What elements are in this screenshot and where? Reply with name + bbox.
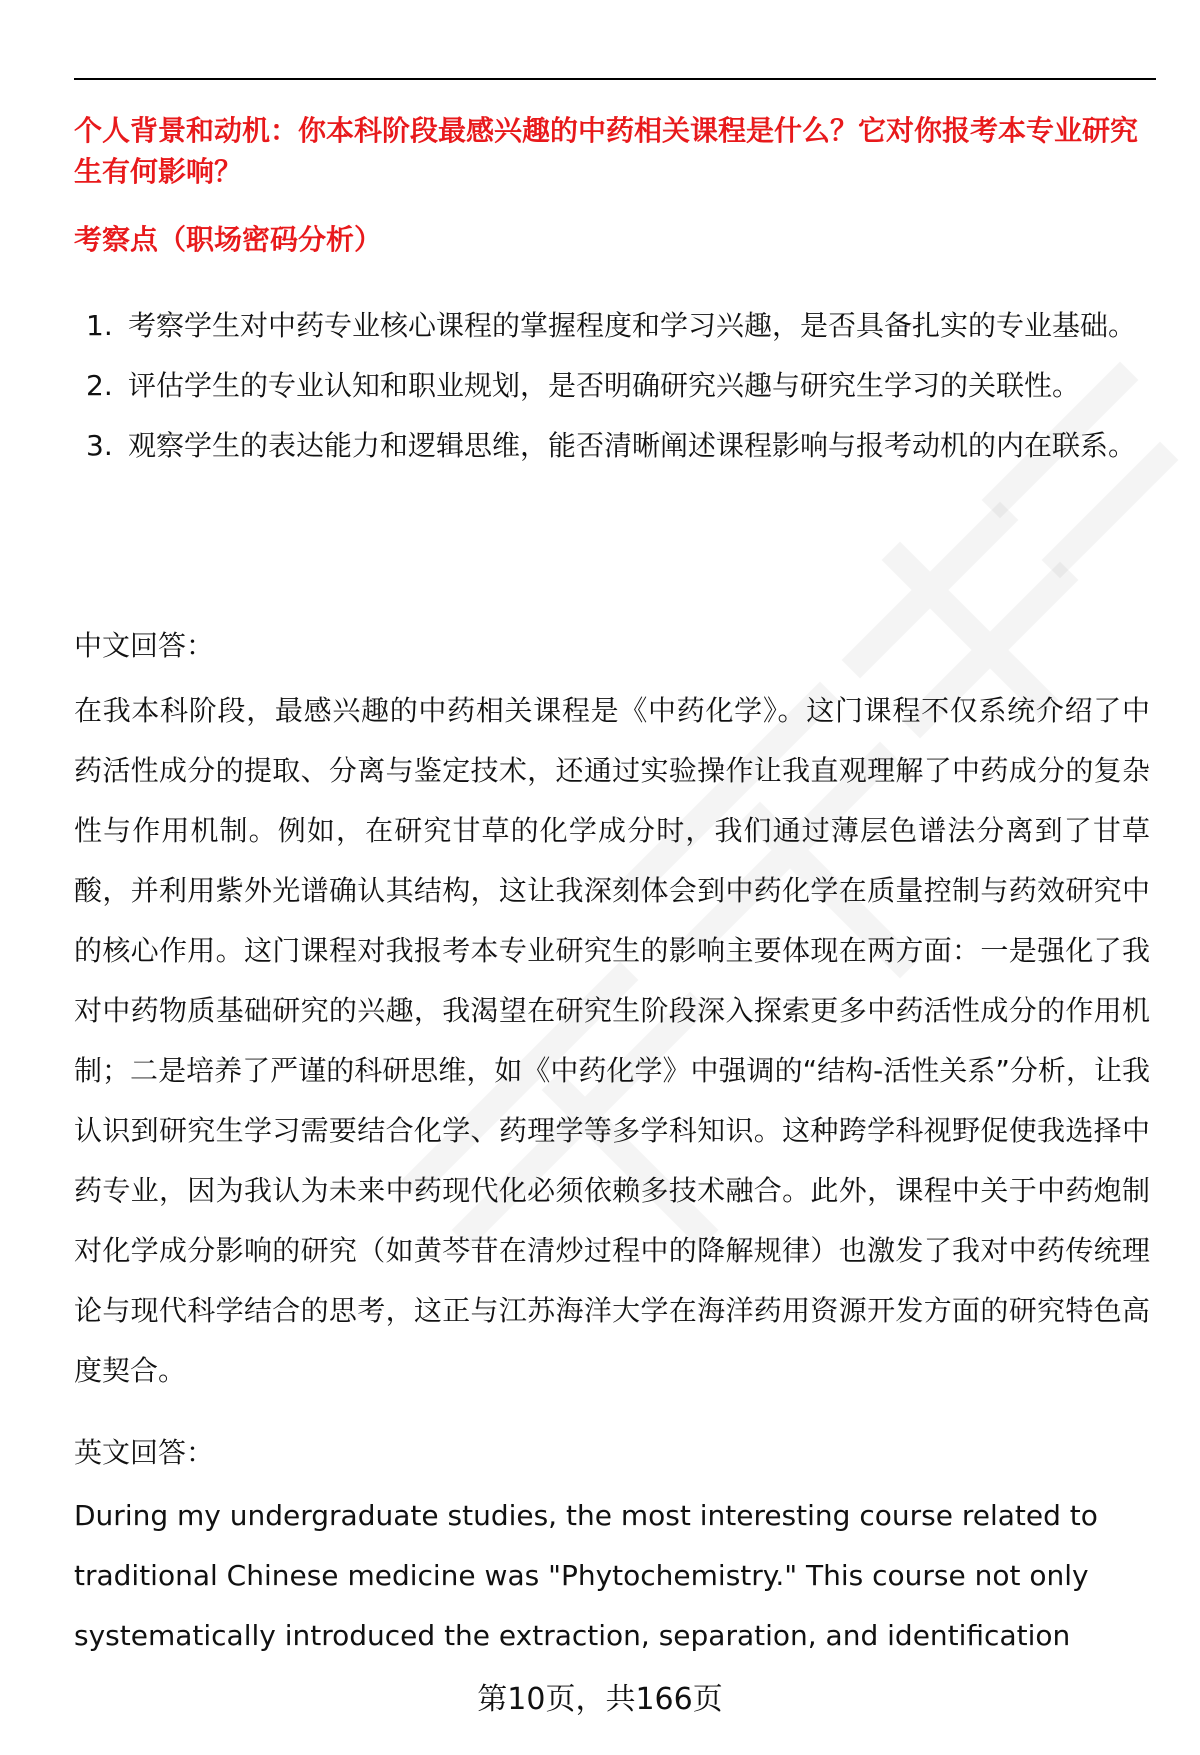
point-number: 3.: [86, 429, 113, 462]
assessment-point: [74, 356, 1154, 416]
english-answer-label: 英文回答：: [74, 1436, 215, 1469]
assessment-point: [74, 296, 1154, 356]
point-text: 观察学生的表达能力和逻辑思维，能否清晰阐述课程影响与报考动机的内在联系。: [128, 429, 1137, 462]
chinese-answer-body: 在我本科阶段，最感兴趣的中药相关课程是《中药化学》。这门课程不仅系统介绍了中药活性成分的提取、分离与鉴定技术，还通过实验操作让我直观理解了中药成分的复杂性与作用机制。例如，在研究甘草的化学成分时，我们通过薄层色谱法分离到了甘草酸，并利用紫外光谱确认其结构，这让我深刻体会到中药化学在质量控制与药效研究中的核心作用。这门课程对我报考本专业研究生的影响主要体现在两方面：一是强化了我对中药物质基础研究的兴趣，我渴望在研究生阶段深入探索更多中药活性成分的作用机制；二是培养了严谨的科研思维，如《中药化学》中强调的“结构-活性关系”分析，让我认识到研究生学习需要结合化学、药理学等多学科知识。这种跨学科视野促使我选择中药专业，因为我认为未来中药现代化必须依赖多技术融合。此外，课程中关于中药炮制对化学成分影响的研究（如黄芩苷在清炒过程中的降解规律）也激发了我对中药传统理论与现代科学结合的思考，这正与江苏海洋大学在海洋药用资源开发方面的研究特色高度契合。: [74, 694, 1150, 1387]
assessment-points: [74, 296, 1154, 476]
point-text: 评估学生的专业认知和职业规划，是否明确研究兴趣与研究生学习的关联性。: [128, 369, 1081, 402]
chinese-answer-label: 中文回答：: [74, 629, 215, 662]
point-text: 考察学生对中药专业核心课程的掌握程度和学习兴趣，是否具备扎实的专业基础。: [128, 309, 1137, 342]
english-answer-body: During my undergraduate studies, the most interesting course related to traditional Chinese medicine was "Phytochemistry." This course not only systematically introduced the extraction, separation, and identification: [74, 1499, 1098, 1652]
page-number: 第10页，共166页: [477, 1682, 723, 1717]
assessment-title: 考察点（职场密码分析）: [74, 223, 383, 256]
header-rule: [74, 78, 1156, 80]
question-heading: 个人背景和动机：你本科阶段最感兴趣的中药相关课程是什么？它对你报考本专业研究生有何影响？: [74, 114, 1139, 188]
point-number: 2.: [86, 369, 113, 402]
assessment-point: [74, 416, 1154, 476]
point-number: 1.: [86, 309, 113, 342]
